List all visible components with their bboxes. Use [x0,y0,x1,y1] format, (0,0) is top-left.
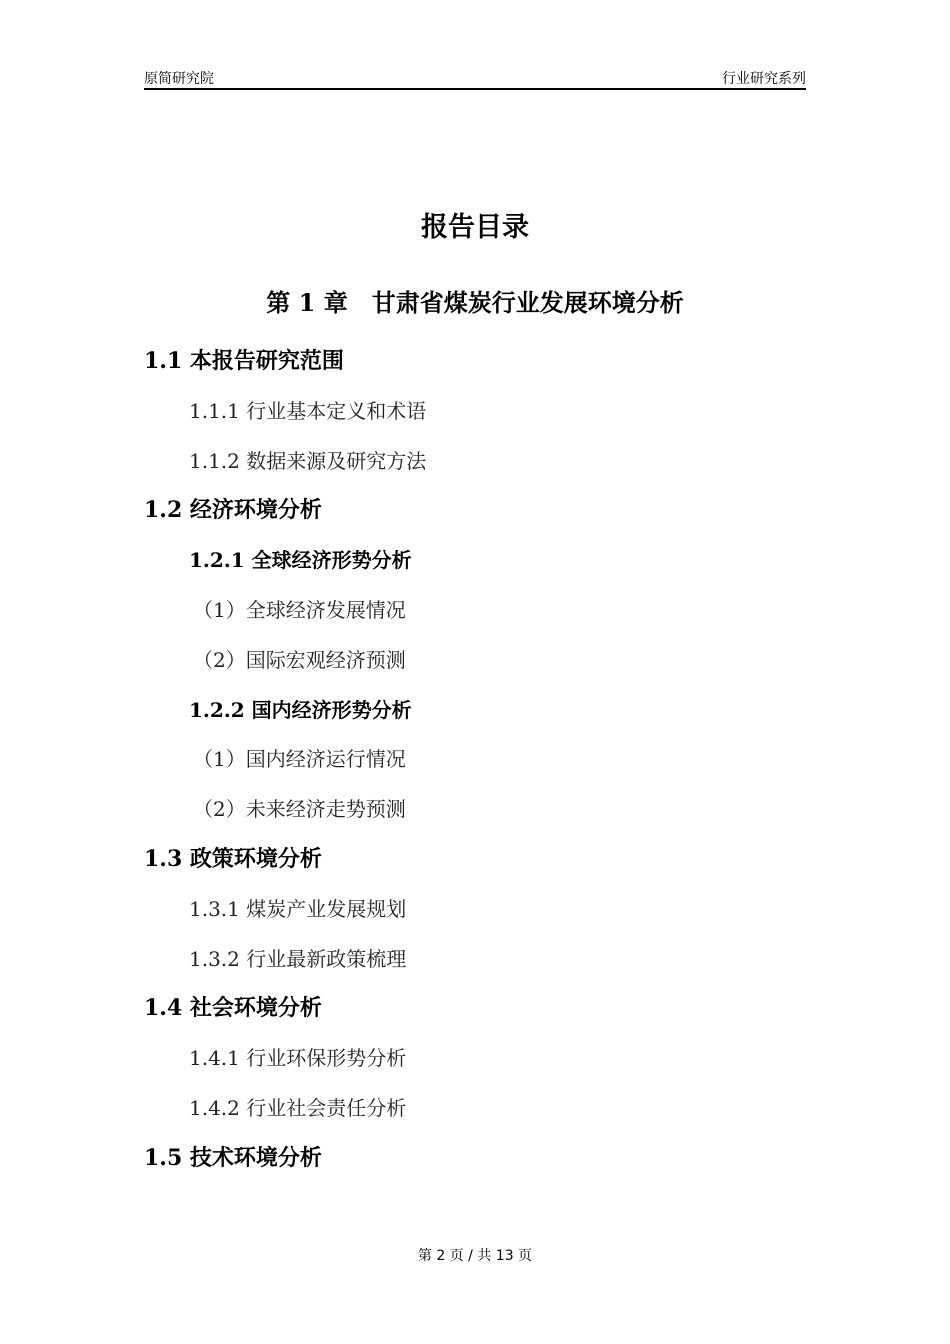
toc-entry[interactable]: 1.3.2 行业最新政策梳理 [189,946,407,971]
toc-entry[interactable]: 1.4.1 行业环保形势分析 [189,1046,407,1071]
table-of-contents [0,337,950,1184]
toc-entry[interactable]: 1.3 政策环境分析 [144,845,322,872]
page-number: 第 2 页 / 共 13 页 [417,1248,533,1264]
toc-entry[interactable]: 1.1 本报告研究范围 [144,348,344,374]
page-title: 报告目录 [421,212,529,243]
toc-entry[interactable]: 1.5 技术环境分析 [144,1144,322,1171]
toc-entry[interactable]: 1.2 经济环境分析 [144,497,322,524]
header-series: 行业研究系列 [722,71,806,87]
toc-entry[interactable]: 1.2.1 全球经济形势分析 [189,548,412,573]
toc-entry[interactable]: （2）未来经济走势预测 [193,797,406,822]
toc-entry[interactable]: 1.3.1 煤炭产业发展规划 [189,896,407,921]
toc-entry[interactable]: 1.4.2 行业社会责任分析 [189,1095,407,1120]
toc-entry[interactable]: 1.4 社会环境分析 [144,995,322,1022]
header-rule [144,88,806,90]
toc-entry[interactable]: 1.1.2 数据来源及研究方法 [189,448,427,473]
chapter-heading: 第 1 章 甘肃省煤炭行业发展环境分析 [266,288,684,317]
toc-entry[interactable]: （2）国际宏观经济预测 [193,647,406,672]
toc-entry[interactable]: 1.1.1 行业基本定义和术语 [189,398,427,423]
toc-entry[interactable]: （1）国内经济运行情况 [193,747,406,772]
toc-entry[interactable]: 1.2.2 国内经济形势分析 [189,697,412,722]
toc-entry[interactable]: （1）全球经济发展情况 [193,597,406,622]
header-org: 原简研究院 [144,71,214,87]
